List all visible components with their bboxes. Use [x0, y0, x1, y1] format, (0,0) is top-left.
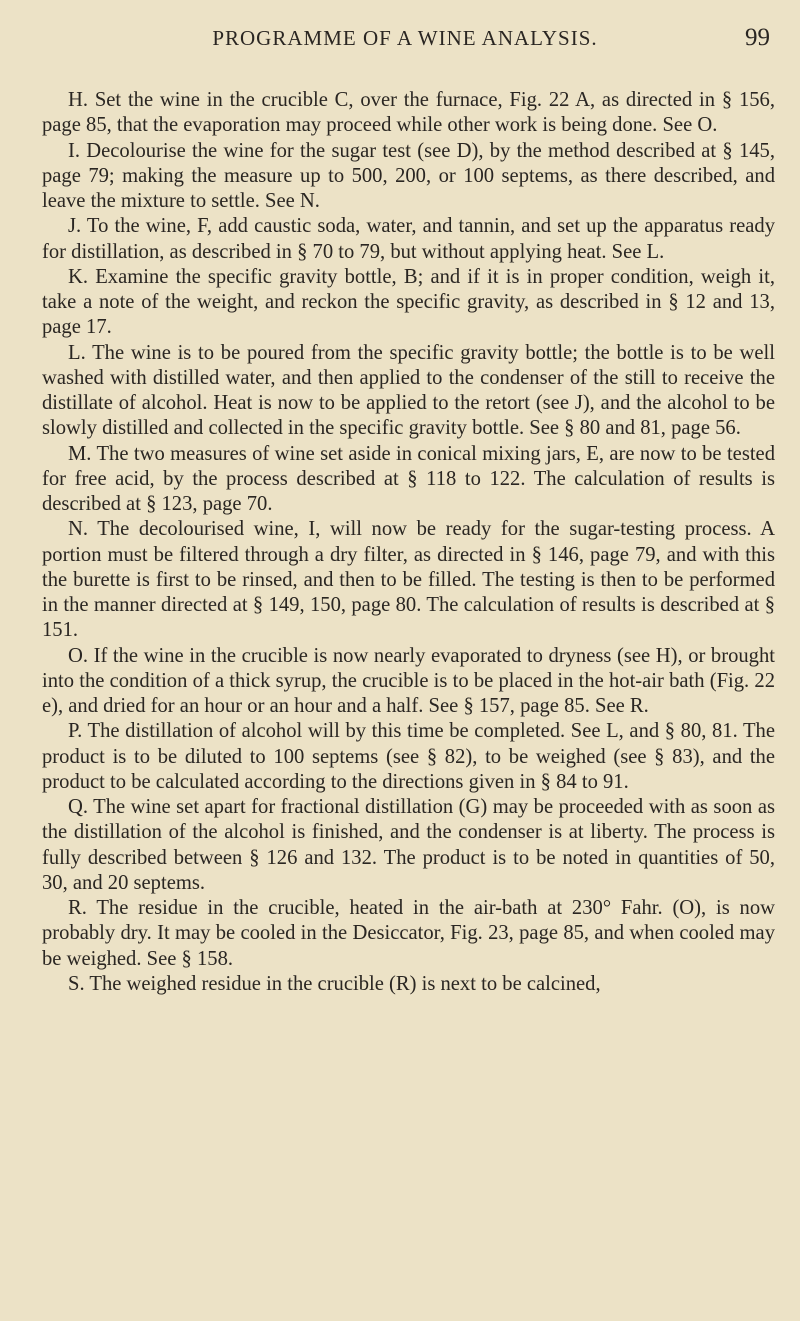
body-text — [42, 88, 775, 997]
paragraph-m: M. The two measures of wine set aside in conical mixing jars, E, are now to be tested for free acid, by the process described at § 118 to 122. The calculation of results is described at § 123, page 70. — [42, 442, 775, 515]
paragraph-o: O. If the wine in the crucible is now nearly evaporated to dryness (see H), or brought into the condition of a thick syrup, the crucible is to be placed in the hot-air bath (Fig. 22 e), and dried for an hour or an hour and a half. See § 157, page 85. See R. — [42, 644, 775, 717]
paragraph-r: R. The residue in the crucible, heated in the air-bath at 230° Fahr. (O), is now probably dry. It may be cooled in the Desiccator, Fig. 23, page 85, and when cooled may be weighed. See § 158. — [42, 897, 775, 970]
paragraph-i: I. Decolourise the wine for the sugar test (see D), by the method described at § 145, page 79; making the measure up to 500, 200, or 100 septems, as there described, and leave the mixture to settle. See N. — [42, 139, 775, 212]
paragraph-h: H. Set the wine in the crucible C, over the furnace, Fig. 22 A, as directed in § 156, page 85, that the evaporation may proceed while other work is being done. See O. — [42, 89, 775, 137]
paragraph-q: Q. The wine set apart for fractional distillation (G) may be proceeded with as soon as the distillation of the alcohol is finished, and the condenser is at liberty. The process is fully described between § 126 and 132. The product is to be noted in quantities of 50, 30, and 20 septems. — [42, 796, 775, 894]
running-head — [40, 26, 770, 56]
paragraph-n: N. The decolourised wine, I, will now be ready for the sugar-testing process. A portion must be filtered through a dry filter, as directed in § 146, page 79, and with this the burette is first to be rinsed, and then to be filled. The testing is then to be performed in the manner directed at § 149, 150, page 80. The calculation of results is described at § 151. — [42, 518, 775, 642]
page-number: 99 — [745, 24, 770, 51]
paragraph-j: J. To the wine, F, add caustic soda, water, and tannin, and set up the apparatus ready for distillation, as described in § 70 to 79, but without applying heat. See L. — [42, 215, 775, 263]
paragraph-l: L. The wine is to be poured from the specific gravity bottle; the bottle is to be well washed with distilled water, and then applied to the condenser of the still to receive the distillate of alcohol. Heat is now to be applied to the retort (see J), and the alcohol to be slowly distilled and collected in the specific gravity bottle. See § 80 and 81, page 56. — [42, 341, 775, 440]
running-title: PROGRAMME OF A WINE ANALYSIS. — [212, 26, 598, 50]
paragraph-k: K. Examine the specific gravity bottle, B; and if it is in proper condition, weigh it, take a note of the weight, and reckon the specific gravity, as described in § 12 and 13, page 17. — [42, 265, 775, 339]
paragraph-s: S. The weighed residue in the crucible (R) is next to be calcined, — [68, 972, 601, 995]
paragraph-p: P. The distillation of alcohol will by this time be completed. See L, and § 80, 81. The product is to be diluted to 100 septems (see § 82), to be weighed (see § 83), and the product to be calculated according to the directions given in § 84 to 91. — [42, 720, 775, 793]
